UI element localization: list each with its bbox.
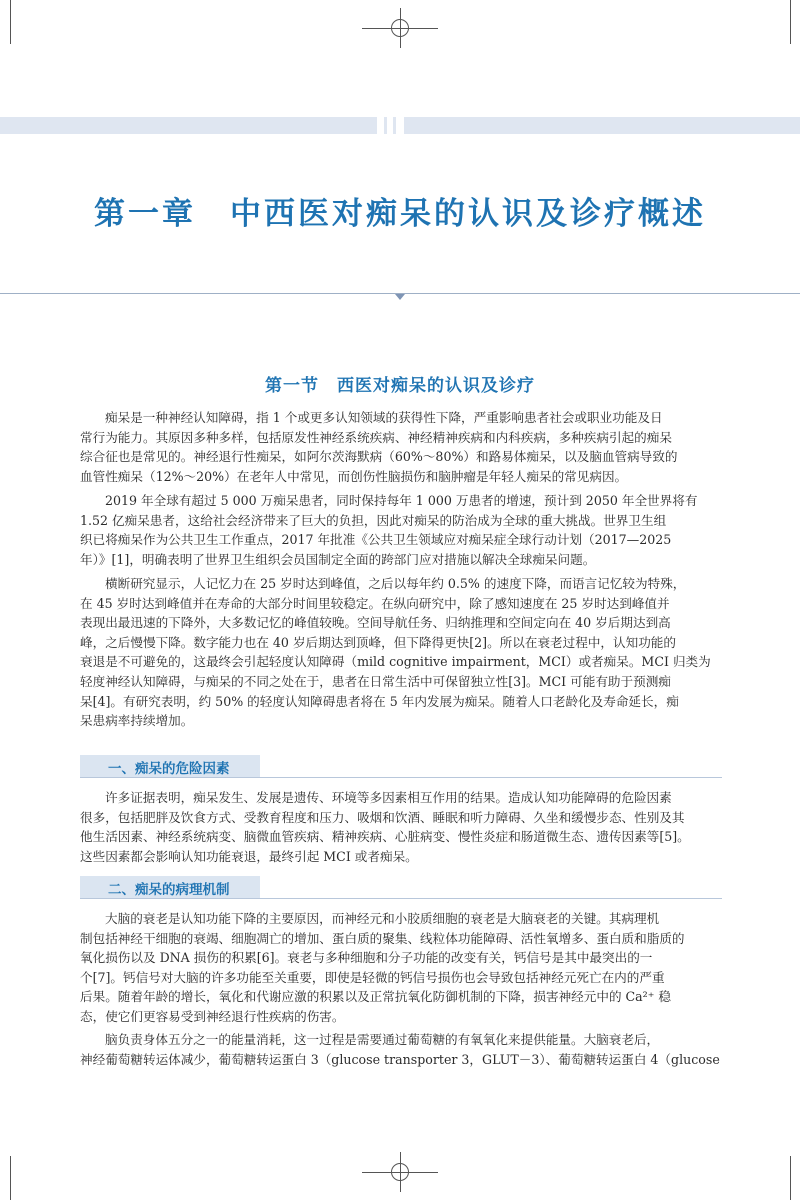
text-line: 大脑的衰老是认知功能下降的主要原因，而神经元和小胶质细胞的衰老是大脑衰老的关键。其病理机	[105, 911, 660, 926]
text-line: 血管性痴呆（12%～20%）在老年人中常见，而创伤性脑损伤和脑肿瘤是年轻人痴呆的常见病因。	[80, 468, 628, 484]
paragraph-intro	[80, 408, 722, 486]
text-line: 呆[4]。有研究表明，约 50% 的轻度认知障碍患者将在 5 年内发展为痴呆。随着人口老龄化及寿命延长，痴	[80, 693, 679, 709]
text-line: 脑负责身体五分之一的能量消耗，这一过程是需要通过葡萄糖的有氧氧化来提供能量。大脑衰老后，	[105, 1032, 660, 1047]
text-line: 常行为能力。其原因多种多样，包括原发性神经系统疾病、神经精神疾病和内科疾病，多种疾病引起的痴呆	[80, 429, 672, 445]
crop-mark-bottom-right	[790, 1156, 791, 1200]
text-line: 制包括神经干细胞的衰竭、细胞凋亡的增加、蛋白质的聚集、线粒体功能障碍、活性氧增多、蛋白质和脂质的	[80, 930, 685, 946]
subheading-rule	[80, 777, 722, 778]
crop-mark-top-right	[790, 0, 791, 44]
text-line: 很多，包括肥胖及饮食方式、受教育程度和压力、吸烟和饮酒、睡眠和听力障碍、久坐和缓慢步态、性别及其	[80, 809, 685, 825]
registration-mark-top	[391, 19, 409, 37]
text-line: 呆患病率持续增加。	[80, 713, 194, 729]
text-line: 这些因素都会影响认知功能衰退，最终引起 MCI 或者痴呆。	[80, 848, 418, 864]
text-line: 氧化损伤以及 DNA 损伤的积累[6]。衰老与多种细胞和分子功能的改变有关，钙信号是其中最突出的一	[80, 950, 653, 966]
subheading-rule	[80, 898, 722, 899]
chapter-divider-marker-icon	[395, 294, 405, 300]
text-line: 织已将痴呆作为公共卫生工作重点，2017 年批准《公共卫生领域应对痴呆症全球行动计划（2017—2025	[80, 532, 672, 548]
text-line: 2019 年全球有超过 5 000 万痴呆患者，同时保持每年 1 000 万患者的增速，预计到 2050 年全世界将有	[105, 493, 698, 508]
paragraph-cognitive-decline	[80, 574, 722, 731]
paragraph-energy	[80, 1030, 722, 1069]
text-line: 表现出最迅速的下降外，大多数记忆的峰值较晚。空间导航任务、归纳推理和空间定向在 40 岁后期达到高	[80, 615, 671, 631]
paragraph-pathology	[80, 909, 722, 1027]
paragraph-epidemiology	[80, 491, 722, 569]
header-band-divider	[393, 117, 396, 134]
text-line: 后果。随着年龄的增长，氧化和代谢应激的积累以及正常抗氧化防御机制的下降，损害神经元中的 Ca²⁺ 稳	[80, 989, 671, 1005]
subheading-label: 一、痴呆的危险因素	[108, 761, 230, 777]
paragraph-risk-factors	[80, 788, 722, 866]
text-line: 他生活因素、神经系统病变、脑微血管疾病、精神疾病、心脏病变、慢性炎症和肠道微生态、遗传因素等[5]。	[80, 829, 690, 845]
text-line: 轻度神经认知障碍，与痴呆的不同之处在于，患者在日常生活中可保留独立性[3]。MCI 可能有助于预测痴	[80, 673, 671, 689]
text-line: 横断研究显示，人记忆力在 25 岁时达到峰值，之后以每年约 0.5% 的速度下降，而语言记忆较为特殊，	[105, 576, 686, 591]
header-band-right	[404, 117, 800, 134]
header-band-left	[0, 117, 377, 134]
registration-mark-bottom	[391, 1163, 409, 1181]
text-line: 神经葡萄糖转运体减少，葡萄糖转运蛋白 3（glucose transporter 3，GLUT－3）、葡萄糖转运蛋白 4（glucose	[80, 1051, 720, 1067]
subheading-label: 二、痴呆的病理机制	[108, 882, 230, 898]
text-line: 痴呆是一种神经认知障碍，指 1 个或更多认知领域的获得性下降，严重影响患者社会或职业功能及日	[105, 410, 663, 425]
text-line: 衰退是不可避免的，这最终会引起轻度认知障碍（mild cognitive impairment，MCI）或者痴呆。MCI 归类为	[80, 654, 711, 670]
text-line: 1.52 亿痴呆患者，这给社会经济带来了巨大的负担，因此对痴呆的防治成为全球的重大挑战。世界卫生组	[80, 512, 667, 528]
header-band-divider	[384, 117, 387, 134]
section-title: 第一节 西医对痴呆的认识及诊疗	[265, 376, 535, 396]
crop-mark-bottom-left	[10, 1156, 11, 1200]
subheading-pathology	[80, 876, 260, 899]
text-line: 许多证据表明，痴呆发生、发展是遗传、环境等多因素相互作用的结果。造成认知功能障碍的危险因素	[105, 790, 672, 805]
text-line: 态，使它们更容易受到神经退行性疾病的伤害。	[80, 1008, 345, 1024]
text-line: 峰，之后慢慢下降。数字能力也在 40 岁后期达到顶峰，但下降得更快[2]。所以在衰老过程中，认知功能的	[80, 634, 676, 650]
subheading-risk-factors	[80, 755, 260, 778]
text-line: 综合征也是常见的。神经退行性痴呆，如阿尔茨海默病（60%～80%）和路易体痴呆，以及脑血管病导致的	[80, 449, 678, 465]
text-line: 年）》[1]，明确表明了世界卫生组织会员国制定全面的跨部门应对措施以解决全球痴呆问题。	[80, 551, 596, 567]
crop-mark-top-left	[10, 0, 11, 44]
text-line: 在 45 岁时达到峰值并在寿命的大部分时间里较稳定。在纵向研究中，除了感知速度在 25 岁时达到峰值并	[80, 595, 670, 611]
text-line: 个[7]。钙信号对大脑的许多功能至关重要，即使是轻微的钙信号损伤也会导致包括神经元死亡在内的严重	[80, 969, 665, 985]
chapter-title: 第一章 中西医对痴呆的认识及诊疗概述	[94, 196, 706, 232]
